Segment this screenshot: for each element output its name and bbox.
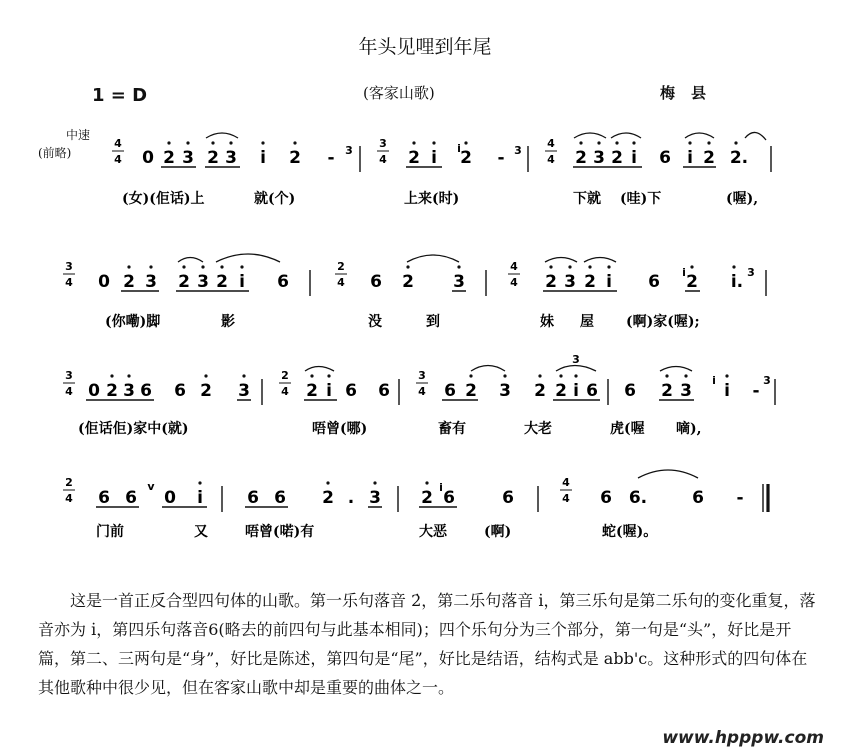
svg-text:2: 2 bbox=[207, 148, 219, 168]
svg-text:4: 4 bbox=[510, 276, 518, 289]
svg-text:2: 2 bbox=[611, 148, 623, 168]
svg-text:蛇(喔)。: 蛇(喔)。 bbox=[602, 524, 658, 540]
genre-label: (客家山歌) bbox=[363, 84, 435, 102]
svg-text:2: 2 bbox=[322, 488, 334, 508]
score-line-1 bbox=[112, 132, 771, 172]
svg-text:i: i bbox=[431, 148, 437, 168]
svg-text:6: 6 bbox=[378, 381, 390, 401]
svg-text:4: 4 bbox=[281, 385, 289, 398]
svg-text:6: 6 bbox=[125, 488, 137, 508]
svg-text:i: i bbox=[724, 381, 730, 401]
svg-text:6: 6 bbox=[140, 381, 152, 401]
svg-text:唔曾(喏)有: 唔曾(喏)有 bbox=[245, 524, 315, 540]
notes-bar-13 bbox=[419, 481, 514, 508]
song-title: 年头见哩到年尾 bbox=[358, 36, 492, 58]
svg-text:2: 2 bbox=[123, 272, 135, 292]
svg-text:3: 3 bbox=[747, 266, 755, 279]
svg-text:大恶: 大恶 bbox=[419, 524, 447, 540]
svg-text:.: . bbox=[347, 488, 355, 508]
svg-text:唔曾(哪): 唔曾(哪) bbox=[312, 421, 368, 437]
svg-text:6: 6 bbox=[247, 488, 259, 508]
svg-text:2: 2 bbox=[460, 148, 472, 168]
svg-text:3: 3 bbox=[225, 148, 237, 168]
svg-text:i: i bbox=[326, 381, 332, 401]
svg-text:3: 3 bbox=[345, 144, 353, 157]
svg-text:3: 3 bbox=[680, 381, 692, 401]
score-line-2 bbox=[63, 254, 766, 296]
svg-text:4: 4 bbox=[562, 476, 570, 489]
score-line-4 bbox=[63, 470, 768, 512]
svg-text:2: 2 bbox=[216, 272, 228, 292]
svg-text:3: 3 bbox=[418, 369, 426, 382]
svg-text:6: 6 bbox=[444, 381, 456, 401]
notes-bar-8 bbox=[304, 367, 390, 402]
region-label: 梅县 bbox=[660, 84, 723, 102]
svg-text:i: i bbox=[631, 148, 637, 168]
svg-text:6: 6 bbox=[345, 381, 357, 401]
svg-text:6: 6 bbox=[502, 488, 514, 508]
svg-text:又: 又 bbox=[194, 524, 208, 540]
svg-text:(佢话佢)家中(就): (佢话佢)家中(就) bbox=[78, 421, 189, 437]
svg-text:4: 4 bbox=[379, 153, 387, 166]
svg-text:-: - bbox=[752, 381, 760, 401]
svg-text:(啊)家(喔);: (啊)家(喔); bbox=[626, 314, 700, 330]
svg-text:屋: 屋 bbox=[580, 314, 594, 330]
svg-text:门前: 门前 bbox=[96, 524, 124, 540]
svg-text:虎(喔: 虎(喔 bbox=[610, 421, 645, 437]
svg-text:3: 3 bbox=[572, 353, 580, 366]
lyric: (喔), bbox=[726, 191, 759, 207]
svg-text:2: 2 bbox=[289, 148, 301, 168]
notes-bar-3 bbox=[573, 132, 766, 168]
notes-bar-5 bbox=[370, 255, 466, 292]
svg-text:4: 4 bbox=[562, 492, 570, 505]
svg-text:i.: i. bbox=[730, 272, 744, 292]
svg-text:6: 6 bbox=[624, 381, 636, 401]
svg-text:2: 2 bbox=[337, 260, 345, 273]
svg-text:6: 6 bbox=[692, 488, 704, 508]
svg-text:2: 2 bbox=[65, 476, 73, 489]
svg-text:3: 3 bbox=[593, 148, 605, 168]
svg-text:6: 6 bbox=[98, 488, 110, 508]
svg-text:2: 2 bbox=[421, 488, 433, 508]
notes-bar-10 bbox=[624, 367, 771, 402]
svg-text:0: 0 bbox=[88, 381, 100, 401]
svg-text:3: 3 bbox=[65, 369, 73, 382]
notes-bar-9 bbox=[442, 353, 600, 401]
notes-bar-14 bbox=[600, 470, 743, 508]
svg-text:3: 3 bbox=[564, 272, 576, 292]
svg-text:2: 2 bbox=[402, 272, 414, 292]
svg-text:(你嘞)脚: (你嘞)脚 bbox=[105, 314, 161, 330]
lyric: 下就 bbox=[573, 191, 601, 207]
analysis-paragraph: 这是一首正反合型四句体的山歌。第一乐句落音 2̇，第二乐句落音 i̇，第三乐句是第二乐句的变化重复，落音亦为 i̇，第四乐句落音6(略去的前四句与此基本相同)；四个乐句分为三个部分，第一句是“头”，好比是开篇，第二、三两句是“身”，好比是陈述，第四句是“尾”，好比是结语，结构式是 abb'c。这种形式的四句体在其他歌种中很少见，但在客家山歌中却是重要的曲体之一。 bbox=[38, 591, 816, 697]
svg-text:3: 3 bbox=[123, 381, 135, 401]
svg-text:6: 6 bbox=[586, 381, 598, 401]
lyrics-line-3 bbox=[78, 420, 702, 437]
lyric: 就(个) bbox=[254, 191, 296, 207]
svg-text:影: 影 bbox=[221, 314, 235, 330]
svg-text:2: 2 bbox=[281, 369, 289, 382]
svg-text:0: 0 bbox=[142, 148, 154, 168]
svg-text:4: 4 bbox=[547, 153, 555, 166]
time-sig: 4 bbox=[114, 153, 122, 166]
svg-text:4: 4 bbox=[65, 492, 73, 505]
lyric: (哇)下 bbox=[620, 191, 662, 207]
svg-text:4: 4 bbox=[337, 276, 345, 289]
svg-text:6: 6 bbox=[659, 148, 671, 168]
svg-text:i: i bbox=[457, 142, 461, 155]
score-line-3 bbox=[63, 353, 775, 405]
svg-text:-: - bbox=[736, 488, 744, 508]
svg-text:i: i bbox=[239, 272, 245, 292]
svg-text:i: i bbox=[439, 481, 443, 494]
svg-text:4: 4 bbox=[418, 385, 426, 398]
svg-text:(啊): (啊) bbox=[484, 524, 512, 540]
svg-text:v: v bbox=[147, 480, 155, 493]
svg-text:3: 3 bbox=[238, 381, 250, 401]
svg-text:i: i bbox=[197, 488, 203, 508]
svg-text:4: 4 bbox=[65, 385, 73, 398]
svg-text:2: 2 bbox=[106, 381, 118, 401]
lyrics-line-1 bbox=[122, 190, 758, 207]
svg-text:6: 6 bbox=[274, 488, 286, 508]
time-sig: 4 bbox=[114, 137, 122, 150]
svg-text:2: 2 bbox=[545, 272, 557, 292]
svg-text:i: i bbox=[687, 148, 693, 168]
lyric: 上来(时) bbox=[404, 191, 460, 207]
svg-text:6: 6 bbox=[174, 381, 186, 401]
notes-bar-11 bbox=[96, 480, 207, 508]
svg-text:2: 2 bbox=[686, 272, 698, 292]
svg-text:-: - bbox=[327, 148, 335, 168]
svg-text:大老: 大老 bbox=[524, 421, 552, 437]
svg-text:6: 6 bbox=[600, 488, 612, 508]
svg-text:没: 没 bbox=[368, 314, 382, 330]
svg-text:i: i bbox=[606, 272, 612, 292]
svg-text:3: 3 bbox=[369, 488, 381, 508]
lyrics-line-4 bbox=[96, 523, 657, 540]
svg-text:2: 2 bbox=[661, 381, 673, 401]
svg-text:4: 4 bbox=[65, 276, 73, 289]
svg-text:3: 3 bbox=[499, 381, 511, 401]
svg-text:2: 2 bbox=[575, 148, 587, 168]
notes-bar-7 bbox=[86, 374, 251, 401]
svg-text:2: 2 bbox=[555, 381, 567, 401]
svg-text:2: 2 bbox=[306, 381, 318, 401]
svg-text:2: 2 bbox=[465, 381, 477, 401]
omitted-mark: (前略) bbox=[38, 146, 72, 160]
svg-text:到: 到 bbox=[426, 314, 440, 330]
svg-text:3: 3 bbox=[145, 272, 157, 292]
svg-text:6: 6 bbox=[443, 488, 455, 508]
svg-text:i: i bbox=[260, 148, 266, 168]
notes-bar-6 bbox=[543, 258, 755, 293]
svg-text:0: 0 bbox=[98, 272, 110, 292]
svg-text:6: 6 bbox=[277, 272, 289, 292]
svg-text:6: 6 bbox=[648, 272, 660, 292]
svg-text:2: 2 bbox=[178, 272, 190, 292]
notes-bar-4 bbox=[98, 254, 289, 292]
tempo-mark: 中速 bbox=[66, 128, 91, 142]
svg-text:2: 2 bbox=[200, 381, 212, 401]
lyric: (女)(佢话)上 bbox=[122, 191, 205, 207]
svg-text:2.: 2. bbox=[729, 148, 749, 168]
svg-text:2: 2 bbox=[163, 148, 175, 168]
svg-text:4: 4 bbox=[510, 260, 518, 273]
svg-text:4: 4 bbox=[547, 137, 555, 150]
svg-text:3: 3 bbox=[379, 137, 387, 150]
svg-text:6.: 6. bbox=[628, 488, 648, 508]
svg-text:2: 2 bbox=[703, 148, 715, 168]
svg-text:0: 0 bbox=[164, 488, 176, 508]
svg-text:3: 3 bbox=[65, 260, 73, 273]
svg-text:i: i bbox=[682, 266, 686, 279]
svg-text:妹: 妹 bbox=[540, 314, 554, 330]
svg-text:2: 2 bbox=[534, 381, 546, 401]
lyrics-line-2 bbox=[105, 313, 700, 330]
svg-text:3: 3 bbox=[182, 148, 194, 168]
svg-text:6: 6 bbox=[370, 272, 382, 292]
svg-text:畜有: 畜有 bbox=[438, 421, 466, 437]
svg-text:3: 3 bbox=[197, 272, 209, 292]
svg-text:3: 3 bbox=[514, 144, 522, 157]
svg-text:2: 2 bbox=[584, 272, 596, 292]
watermark: www.hpppw.com bbox=[662, 728, 824, 748]
svg-text:i: i bbox=[573, 381, 579, 401]
notes-bar-12 bbox=[245, 481, 382, 508]
key-signature: 1 = D bbox=[92, 85, 148, 106]
svg-text:-: - bbox=[497, 148, 505, 168]
svg-text:嘀),: 嘀), bbox=[676, 421, 702, 437]
svg-text:i: i bbox=[712, 374, 716, 387]
notes-bar-2 bbox=[406, 141, 522, 168]
svg-text:2: 2 bbox=[408, 148, 420, 168]
svg-text:3: 3 bbox=[763, 374, 771, 387]
notes-bar-1 bbox=[142, 133, 353, 168]
svg-text:3: 3 bbox=[453, 272, 465, 292]
